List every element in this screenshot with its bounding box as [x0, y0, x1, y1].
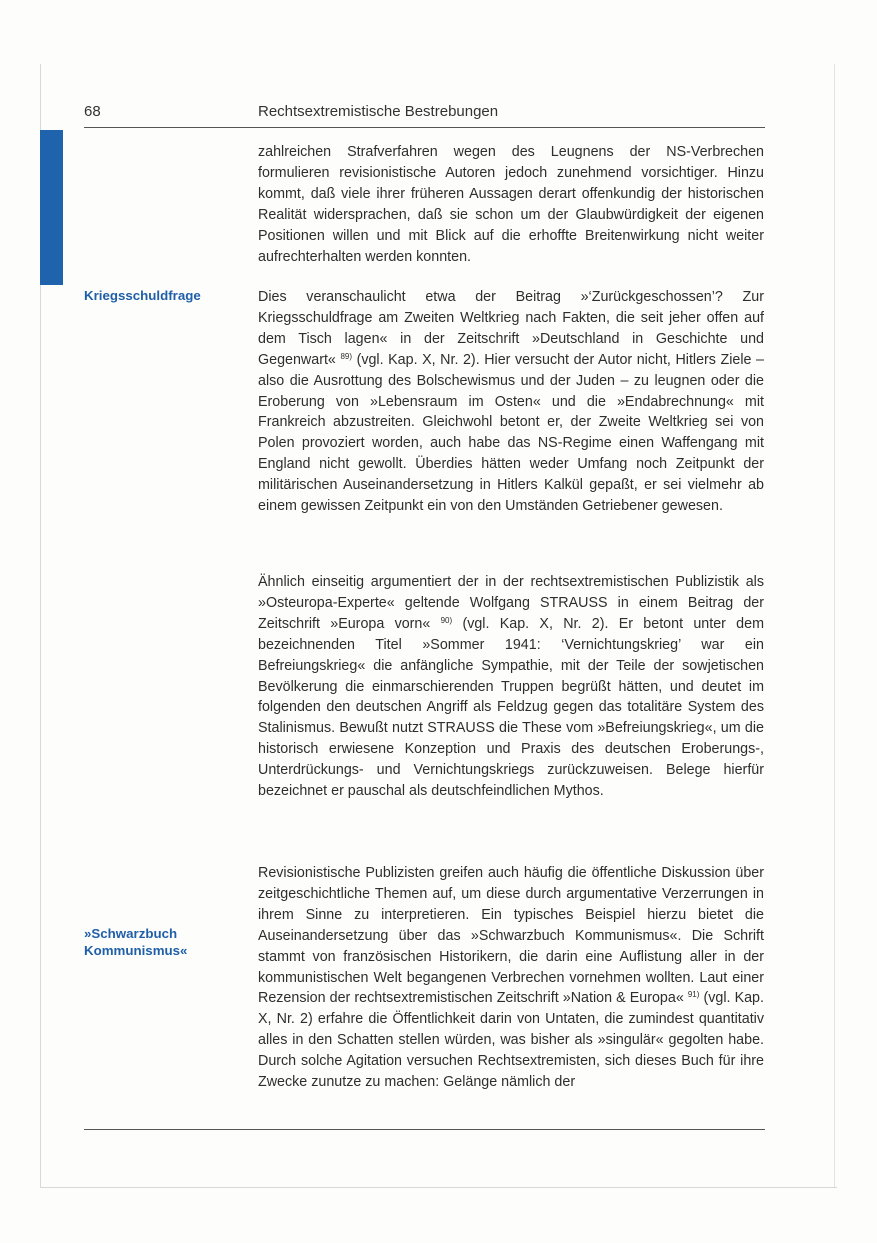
footnote-ref-89: 89) — [340, 351, 353, 361]
header-rule — [84, 127, 765, 128]
paragraph-schwarzbuch — [258, 863, 764, 1093]
paragraph-strauss — [258, 572, 764, 802]
footer-rule — [84, 1129, 765, 1130]
footnote-ref-90: 90) — [440, 615, 453, 625]
footnote-ref-91: 91) — [687, 990, 700, 1000]
running-head: Rechtsextremistische Bestrebungen — [258, 103, 499, 120]
paragraph-strauss-text-a: Ähnlich einseitig argumentiert der in der rechtsextremistischen Publizistik als »Osteuropa-Experte« geltende Wolfgang STRAUSS in einem Beitrag der Zeitschrift »Europa vorn« — [258, 574, 764, 632]
chapter-color-bar — [40, 130, 63, 285]
paragraph-strauss-text-b: (vgl. Kap. X, Nr. 2). Er betont unter dem bezeichnenden Titel »Sommer 1941: ‘Vernichtungskrieg’ war ein Befreiungskrieg« die anfängliche Sympathie, mit der Teile der sowjetischen Bevölkerung die einmarschierenden Truppen begrüßt hätten, und deutet im folgenden den deutschen Angriff als Feldzug gegen das totalitäre System des Stalinismus. Bewußt nutzt STRAUSS die These vom »Befreiungskrieg«, um die historisch erwiesene Konzeption und Praxis des deutschen Eroberungs-, Unterdrückungs- und Vernichtungskriegs zurückzuweisen. Belege hierfür bezeichnet er pauschal als deutschfeindlichen Mythos. — [258, 615, 764, 800]
margin-note-schwarzbuch: »Schwarzbuch Kommunismus« — [84, 926, 188, 958]
page-number: 68 — [84, 103, 101, 120]
scan-edge-right — [834, 64, 835, 1188]
paragraph-schwarzbuch-text-a: Revisionistische Publizisten greifen auch häufig die öffentliche Diskussion über zeitgeschichtliche Themen auf, um diese durch argumentative Verzerrungen in ihrem Sinne zu interpretieren. Ein typisches Beispiel hierzu bietet die Auseinandersetzung über das »Schwarzbuch Kommunismus«. Die Schrift stammt von französischen Historikern, die darin eine Auflistung aller in der kommunistischen Welt begangenen Verbrechen vornehmen wollten. Laut einer Rezension der rechtsextremistischen Zeitschrift »Nation & Europa« — [258, 865, 764, 1007]
paragraph-kriegsschuld-text-a: Dies veranschaulicht etwa der Beitrag »‘Zurückgeschossen’? Zur Kriegsschuldfrage am Zweiten Weltkrieg nach Fakten, die seit jeher offen auf dem Tisch lagen« in der Zeitschrift »Deutschland in Geschichte und Gegenwart« — [258, 289, 764, 368]
paragraph-continuation: zahlreichen Strafverfahren wegen des Leugnens der NS-Verbrechen formulieren revisionistische Autoren jedoch zunehmend vorsichtiger. Hinzu kommt, daß viele ihrer früheren Aussagen derart offenkundig der historischen Realität widersprachen, daß sie schon um der Glaubwürdigkeit der eigenen Positionen willen und mit Blick auf die erhoffte Breitenwirkung nicht weiter aufrechterhalten werden konnten. — [258, 144, 764, 265]
paragraph-schwarzbuch-text-b: (vgl. Kap. X, Nr. 2) erfahre die Öffentlichkeit darin von Untaten, die zumindest quantitativ alles in den Schatten stellen würden, was bisher als »singulär« gegolten habe. Durch solche Agitation versuchen Rechtsextremisten, sich dieses Buch für ihre Zwecke zunutze zu machen: Gelänge nämlich der — [258, 990, 764, 1091]
scan-edge-bottom — [40, 1187, 837, 1188]
margin-note-kriegsschuldfrage: Kriegsschuldfrage — [84, 288, 201, 303]
paragraph-kriegsschuld-text-b: (vgl. Kap. X, Nr. 2). Hier versucht der Autor nicht, Hitlers Ziele – also die Ausrottung des Bolschewismus und der Juden – zu leugnen oder die Eroberung von »Lebensraum im Osten« und die »Endabrechnung« mit Frankreich abzustreiten. Gleichwohl betont er, der Zweite Weltkrieg sei von Polen provoziert worden, auch habe das NS-Regime einen Waffengang mit England nicht gewollt. Überdies hätten weder Umfang noch Zeitpunkt der militärischen Auseinandersetzung in Hitlers Kalkül gepaßt, er sei vielmehr ab einem gewissen Zeitpunkt ein von den Umständen Getriebener gewesen. — [258, 351, 765, 515]
paragraph-kriegsschuld — [258, 287, 764, 517]
